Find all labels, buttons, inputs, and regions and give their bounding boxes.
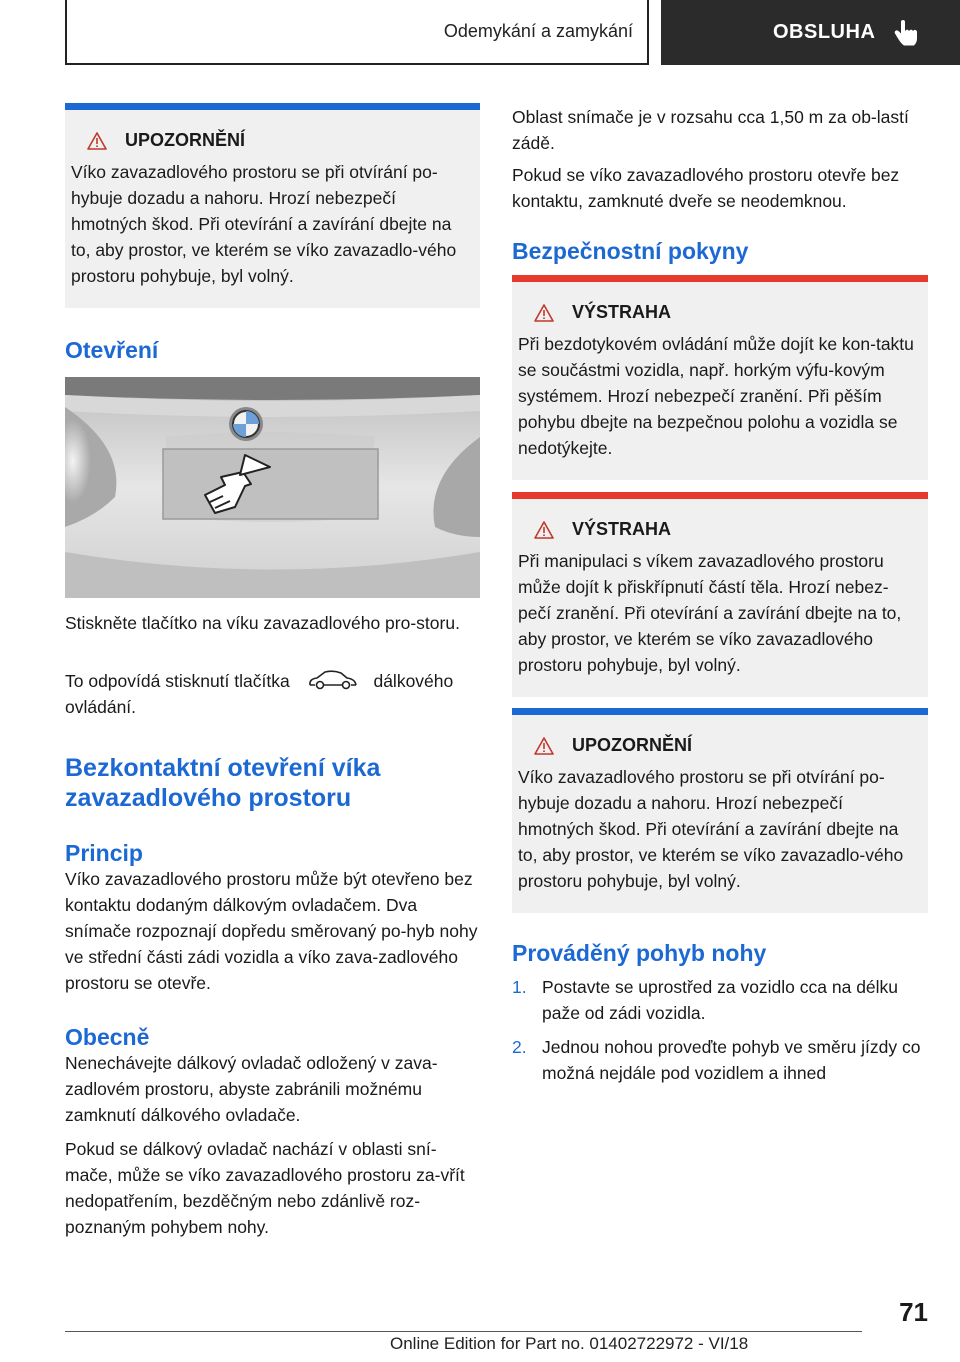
footer-divider — [65, 1331, 862, 1332]
page-header — [65, 0, 960, 65]
warning-box-2 — [512, 492, 928, 697]
opening-heading: Otevření — [65, 337, 159, 363]
contactless-heading: Bezkontaktní otevření víka zavazadlového prostoru — [65, 754, 381, 812]
general-text-1: Nenechávejte dálkový ovladač odložený v zava‐zadlovém prostoru, abyste zabránili možnému zamknutí dálkového ovladače. — [65, 1053, 438, 1125]
photo-instruction: Stiskněte tlačítko na víku zavazadlového pro‐storu. — [65, 613, 460, 633]
safety-heading: Bezpečnostní pokyny — [512, 238, 749, 264]
footer-edition: Online Edition for Part no. 01402722972 - VI/18 — [390, 1334, 749, 1353]
remote-text-before: To odpovídá stisknutí tlačítka — [65, 671, 290, 691]
unlock-note-text: Pokud se víko zavazadlového prostoru otevře bez kontaktu, zamknuté dveře se neodemknou. — [512, 165, 900, 211]
warning-triangle-icon — [534, 521, 554, 539]
list-item — [512, 1034, 928, 1086]
warning-text: Při manipulaci s víkem zavazadlového prostoru může dojít k přiskřípnutí částí těla. Hrozí nebez‐pečí zranění. Při otevírání a zavírání dbejte na to, aby prostor, ve kterém se víko zavazadlového prostoru pohybuje, byl volný. — [518, 551, 902, 675]
caution-box — [512, 708, 928, 913]
warning-triangle-icon — [534, 737, 554, 755]
warning-box-1 — [512, 275, 928, 480]
car-trunk-button-icon — [307, 669, 359, 691]
movement-steps — [512, 974, 928, 1094]
general-text-2: Pokud se dálkový ovladač nachází v oblasti sní‐mače, může se víko zavazadlového prostoru za‐vřít nedopatřením, bezděčným nebo zdánlivě roz‐poznaným pohybem nohy. — [65, 1139, 465, 1237]
caution-title: UPOZORNĚNÍ — [572, 735, 693, 755]
caution-box — [65, 103, 480, 308]
trunk-lid-photo — [65, 377, 480, 598]
step-text: Postavte se uprostřed za vozidlo cca na délku paže od zádi vozidla. — [542, 977, 899, 1023]
pointing-hand-icon — [893, 19, 919, 47]
trunk-illustration — [65, 377, 480, 598]
page-number: 71 — [899, 1297, 928, 1327]
step-number: 1. — [512, 977, 527, 997]
caution-text: Víko zavazadlového prostoru se při otvírání po‐hybuje dozadu a nahoru. Hrozí nebezpečí hmotných škod. Při otevírání a zavírání dbejte na to, aby prostor, ve kterém se víko zavazadlo‐vého prostoru pohybuje, byl volný. — [518, 767, 904, 891]
warning-triangle-icon — [87, 132, 107, 150]
section-title: OBSLUHA — [773, 21, 876, 43]
general-heading: Obecně — [65, 1024, 150, 1050]
remote-instruction — [65, 668, 480, 720]
principle-text: Víko zavazadlového prostoru může být otevřeno bez kontaktu dodaným dálkovým ovladačem. Dva snímače rozpoznají dopředu směrovaný po‐hyb nohy ve střední části zádi vozidla a víko zava‐zadlového prostoru se otevře. — [65, 869, 478, 993]
caution-title: UPOZORNĚNÍ — [125, 130, 246, 150]
warning-text: Při bezdotykovém ovládání může dojít ke kon‐taktu se součástmi vozidla, např. horkým výfu‐kovým systémem. Hrozí nebezpečí zranění. Při pěším pohybu dbejte na bezpečnou polohu a vozidla se nedotýkejte. — [518, 334, 914, 458]
principle-heading: Princip — [65, 840, 143, 866]
warning-title: VÝSTRAHA — [572, 519, 672, 539]
step-text: Jednou nohou proveďte pohyb ve směru jízdy co možná nejdále pod vozidlem a ihned — [542, 1037, 921, 1083]
warning-triangle-icon — [534, 304, 554, 322]
section-tab[interactable] — [661, 0, 960, 65]
list-item — [512, 974, 928, 1026]
movement-heading: Prováděný pohyb nohy — [512, 940, 767, 966]
step-number: 2. — [512, 1037, 527, 1057]
chapter-title: Odemykání a zamykání — [65, 0, 649, 65]
sensor-range-text: Oblast snímače je v rozsahu cca 1,50 m za ob‐lastí zádě. — [512, 107, 909, 153]
caution-text: Víko zavazadlového prostoru se při otvírání po‐hybuje dozadu a nahoru. Hrozí nebezpečí hmotných škod. Při otevírání a zavírání dbejte na to, aby prostor, ve kterém se víko zavazadlo‐vého prostoru pohybuje, byl volný. — [71, 162, 457, 286]
remote-text-after: dálkového ovládání. — [65, 671, 454, 717]
warning-title: VÝSTRAHA — [572, 302, 672, 322]
